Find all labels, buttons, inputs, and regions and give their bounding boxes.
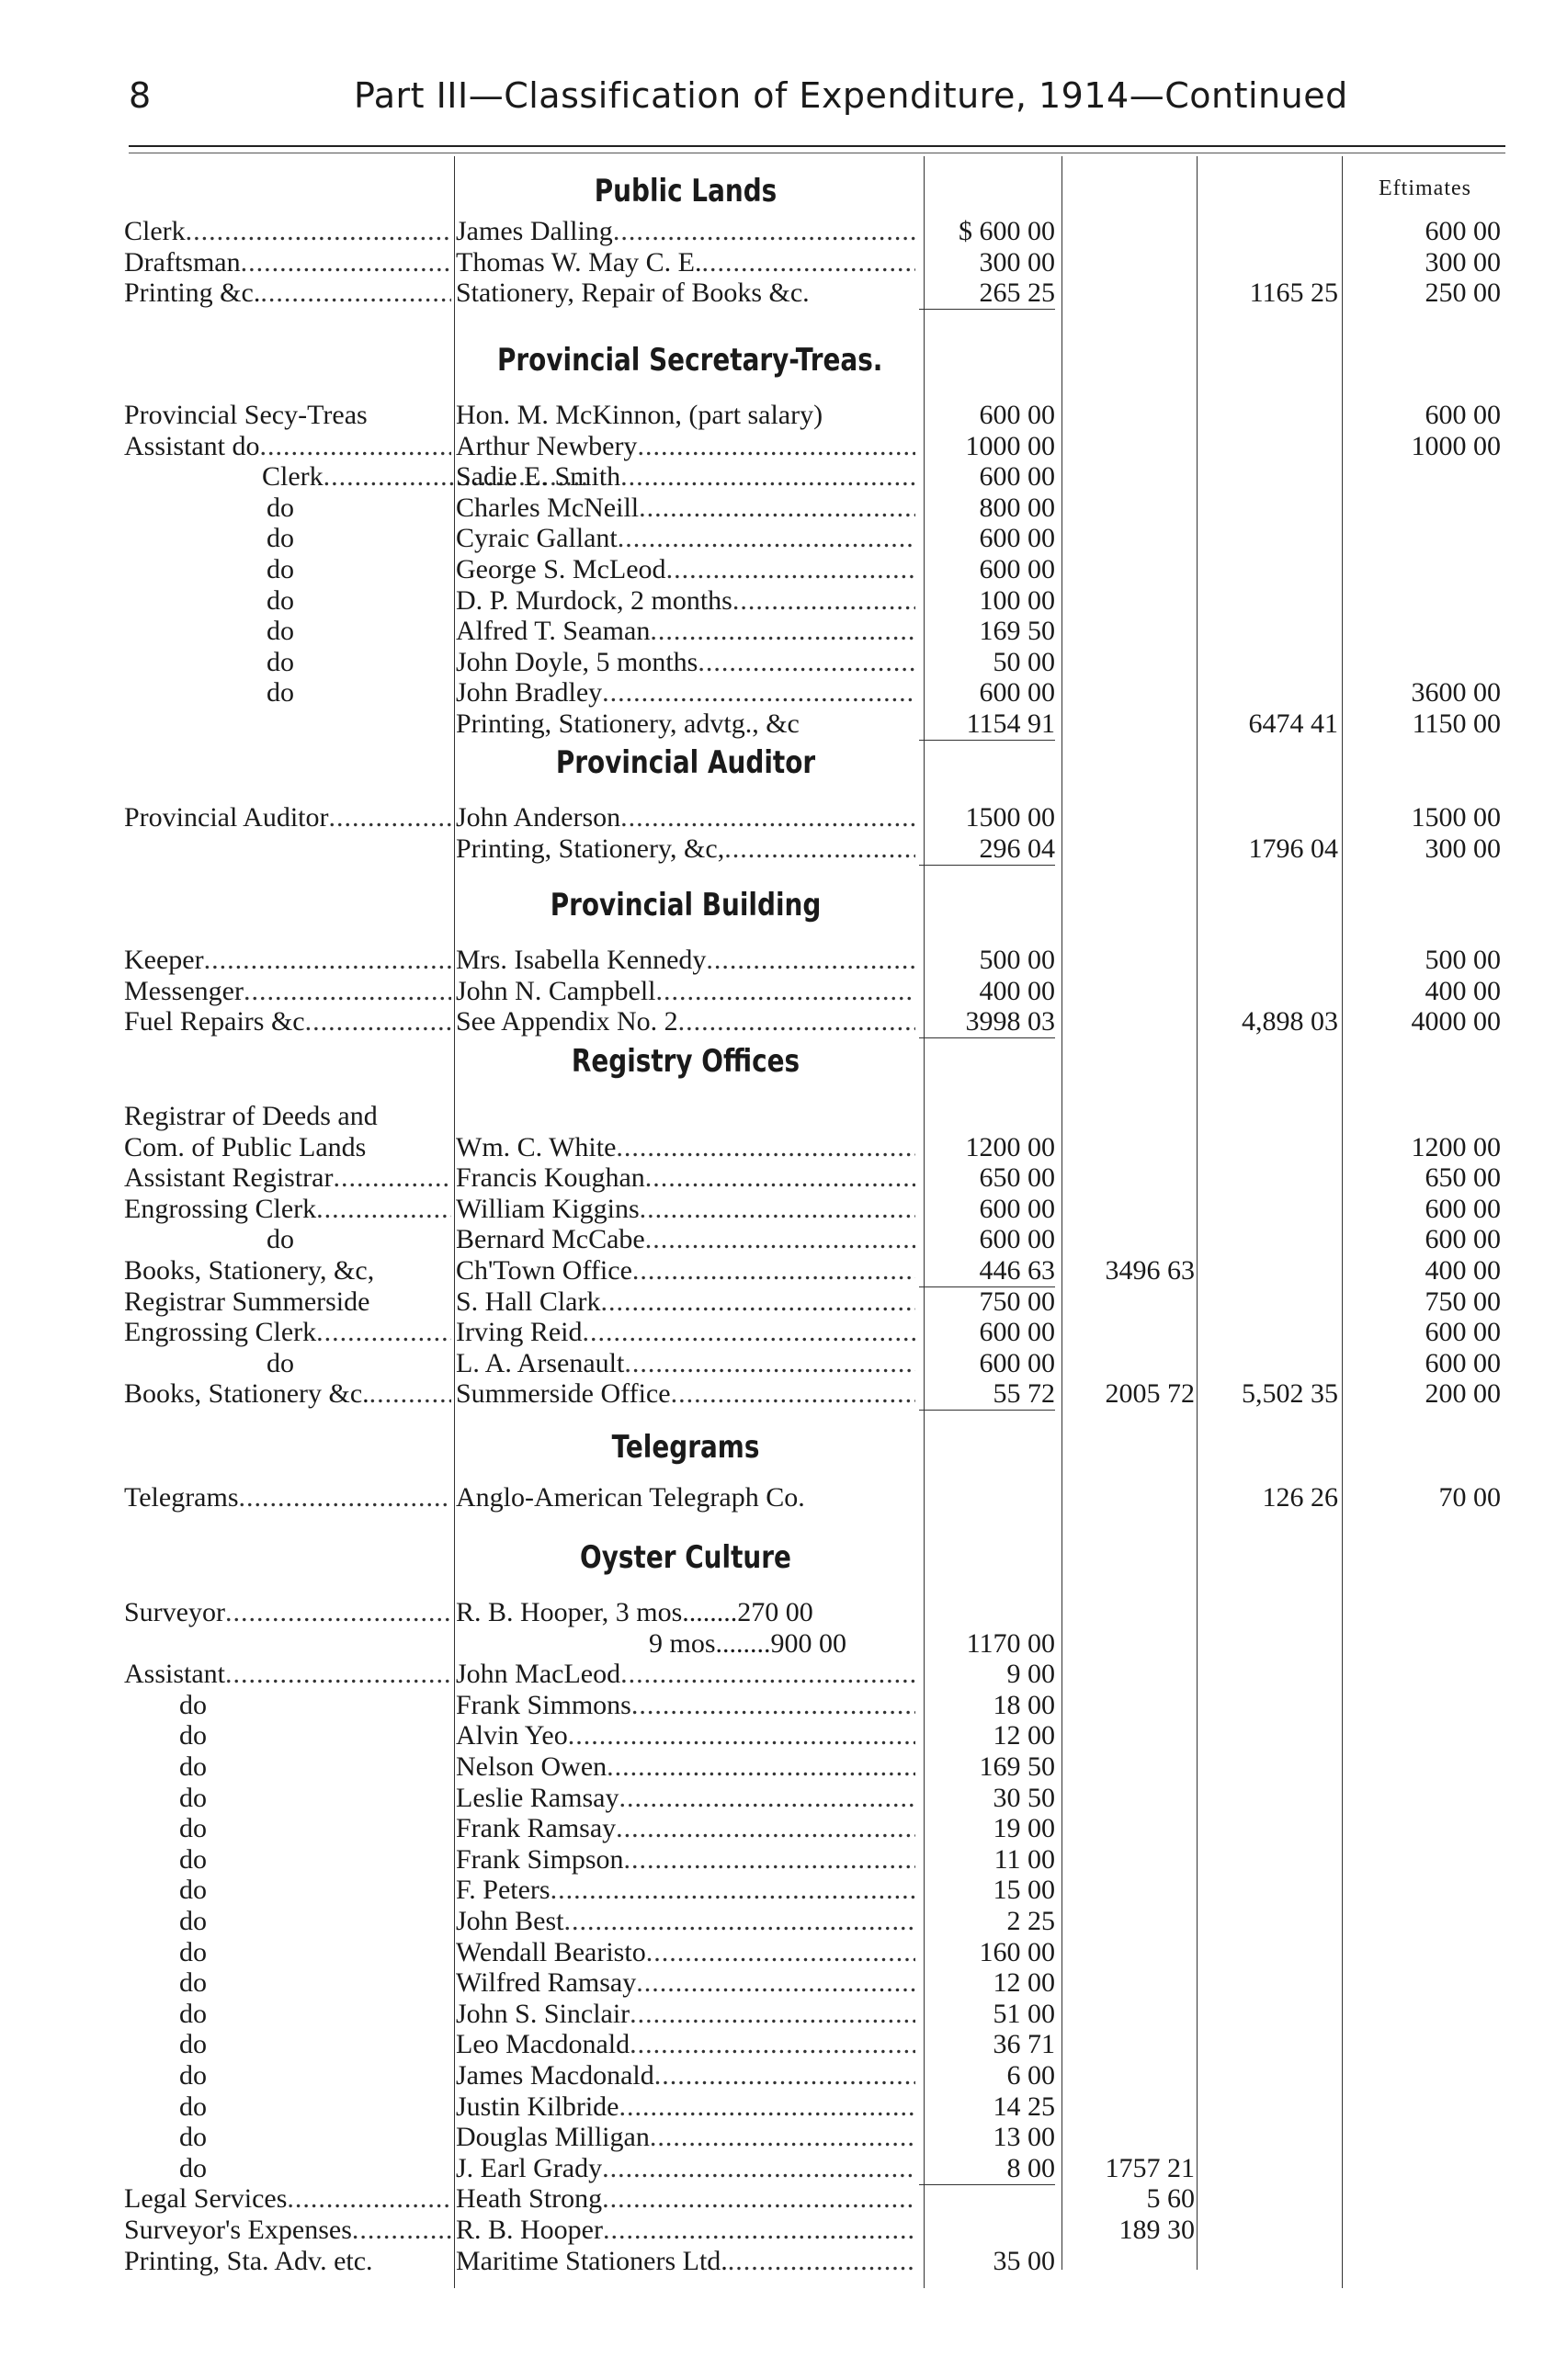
section-title: Provincial Auditor [555, 744, 816, 781]
payee-cell: Irving Reid ..... [456, 1317, 915, 1348]
amount-a1: 265 25 [919, 278, 1055, 310]
payee-cell: See Appendix No. 2 ..... [456, 1006, 915, 1037]
payee-cell: Alfred T. Seaman ..... [456, 616, 915, 647]
payee-cell: Alvin Yeo ..... [456, 1720, 915, 1751]
payee-cell: Douglas Milligan ..... [456, 2122, 915, 2153]
table-row [0, 523, 1544, 554]
table-row [0, 2183, 1544, 2215]
section-title: Registry Offices [571, 1043, 800, 1080]
amount-a4: 300 00 [1425, 246, 1501, 278]
position-cell: do [179, 1813, 207, 1844]
amount-a1: 300 00 [979, 246, 1055, 278]
position-cell: Clerk ..... [124, 216, 451, 247]
position-cell: Messenger ..... [124, 976, 451, 1007]
payee-cell: J. Earl Grady ..... [456, 2153, 915, 2184]
payee-cell: Heath Strong ..... [456, 2183, 915, 2215]
payee-cell: John Bradley ..... [456, 677, 915, 708]
amount-a1: 15 00 [993, 1875, 1055, 1906]
payee-cell: Ch'Town Office ..... [456, 1255, 915, 1286]
table-row [0, 1937, 1544, 1968]
payee-cell: R. B. Hooper ..... [456, 2215, 915, 2246]
table-row [0, 1751, 1544, 1783]
position-cell: do [179, 2029, 207, 2060]
table-row [0, 1967, 1544, 1999]
amount-a1: 51 00 [993, 1998, 1055, 2029]
payee-cell: Thomas W. May C. E. ..... [456, 247, 915, 278]
position-cell: do [267, 523, 294, 554]
position-cell: Engrossing Clerk ..... [124, 1194, 451, 1225]
table-row [0, 1317, 1544, 1348]
amount-a3: 1796 04 [1248, 833, 1338, 864]
table-row [0, 1286, 1544, 1318]
estimates-column-header: Eftimates [1379, 176, 1471, 200]
payee-cell: R. B. Hooper, 3 mos........270 00 [456, 1597, 813, 1627]
table-row [0, 1844, 1544, 1876]
table-row [0, 1224, 1544, 1255]
payee-cell: James Macdonald ..... [456, 2060, 915, 2091]
position-cell: Printing &c. ..... [124, 278, 451, 309]
payee-cell: Justin Kilbride ..... [456, 2091, 915, 2123]
amount-a3: 4,898 03 [1242, 1006, 1338, 1037]
amount-a3: 126 26 [1262, 1482, 1338, 1513]
table-row [0, 1659, 1544, 1690]
amount-a4: 1200 00 [1411, 1131, 1501, 1162]
position-cell: Com. of Public Lands [124, 1131, 367, 1162]
payee-cell: Frank Simpson ..... [456, 1844, 915, 1876]
amount-a4: 400 00 [1425, 1255, 1501, 1286]
amount-a2: 2005 72 [1105, 1378, 1195, 1410]
amount-a1: 13 00 [993, 2122, 1055, 2153]
table-row [0, 2215, 1544, 2246]
position-cell: do [179, 1998, 207, 2029]
payee-cell: Frank Ramsay ..... [456, 1813, 915, 1844]
payee-cell: John Doyle, 5 months ..... [456, 647, 915, 678]
table-row [0, 493, 1544, 524]
table-row [0, 1999, 1544, 2030]
payee-cell: Printing, Stationery, advtg., &c [456, 708, 800, 739]
table-row [0, 1597, 1544, 1628]
payee-cell: John Best ..... [456, 1906, 915, 1937]
position-cell: Printing, Sta. Adv. etc. [124, 2245, 373, 2276]
amount-a1: 600 00 [979, 677, 1055, 708]
payee-cell: Wilfred Ramsay ..... [456, 1967, 915, 1999]
amount-a4: 250 00 [1425, 278, 1501, 309]
amount-a3: 5,502 35 [1242, 1378, 1338, 1410]
amount-a4: 600 00 [1425, 1317, 1501, 1348]
amount-a4: 1000 00 [1411, 430, 1501, 461]
amount-a1: 14 25 [993, 2091, 1055, 2122]
payee-cell: Printing, Stationery, &c, ..... [456, 833, 915, 865]
payee-cell: L. A. Arsenault ..... [456, 1348, 915, 1379]
position-cell: do [179, 1967, 207, 1999]
amount-a1: 500 00 [979, 945, 1055, 975]
amount-a1: 8 00 [919, 2153, 1055, 2185]
amount-a3: 1165 25 [1249, 278, 1338, 309]
payee-cell: Maritime Stationers Ltd. ..... [456, 2246, 915, 2277]
payee-cell: S. Hall Clark ..... [456, 1286, 915, 1318]
position-cell: do [267, 554, 294, 584]
amount-a1: 800 00 [979, 492, 1055, 523]
amount-a1: 160 00 [979, 1936, 1055, 1967]
payee-cell: Wendall Bearisto ..... [456, 1937, 915, 1968]
header-rule [129, 145, 1505, 147]
amount-a4: 600 00 [1425, 216, 1501, 246]
table-row [0, 616, 1544, 647]
amount-a1: 600 00 [979, 554, 1055, 584]
amount-a4: 500 00 [1425, 945, 1501, 975]
table-row [0, 1378, 1544, 1410]
table-row [0, 278, 1544, 309]
amount-a1: 36 71 [993, 2029, 1055, 2060]
amount-a1: 169 50 [979, 616, 1055, 647]
amount-a1: 600 00 [979, 523, 1055, 554]
position-cell: do [267, 1224, 294, 1255]
table-row [0, 1720, 1544, 1751]
position-cell: do [179, 1843, 207, 1875]
position-cell: Clerk ..... [124, 461, 589, 493]
amount-a4: 300 00 [1425, 833, 1501, 864]
position-cell: Provincial Secy-Treas [124, 400, 368, 430]
amount-a1: 600 00 [979, 1193, 1055, 1224]
payee-cell: Charles McNeill ..... [456, 493, 915, 524]
amount-a1: 600 00 [979, 400, 1055, 430]
table-row [0, 1194, 1544, 1225]
table-row [0, 1813, 1544, 1844]
amount-a4: 650 00 [1425, 1162, 1501, 1194]
position-cell: Telegrams ..... [124, 1482, 451, 1513]
section-title: Oyster Culture [580, 1539, 791, 1576]
amount-a1: 55 72 [919, 1378, 1055, 1411]
table-row [0, 1875, 1544, 1906]
amount-a4: 3600 00 [1411, 677, 1501, 708]
table-row [0, 1348, 1544, 1379]
position-cell: do [179, 2122, 207, 2153]
payee-cell: William Kiggins ..... [456, 1194, 915, 1225]
table-row [0, 647, 1544, 678]
table-row [0, 1101, 1544, 1132]
payee-cell: James Dalling ..... [456, 216, 915, 247]
section-title: Telegrams [611, 1429, 760, 1466]
position-cell: do [179, 1782, 207, 1813]
payee-cell: George S. McLeod ..... [456, 554, 915, 585]
amount-a4: 400 00 [1425, 975, 1501, 1006]
payee-cell: John S. Sinclair ..... [456, 1999, 915, 2030]
amount-a4: 200 00 [1425, 1378, 1501, 1410]
table-row [0, 833, 1544, 865]
payee-cell: Anglo-American Telegraph Co. [456, 1482, 805, 1513]
amount-a1: 750 00 [979, 1286, 1055, 1317]
amount-a1: 169 50 [979, 1751, 1055, 1782]
table-row [0, 1482, 1544, 1513]
position-cell: do [179, 1689, 207, 1720]
amount-a4: 4000 00 [1411, 1006, 1501, 1037]
amount-a1: 12 00 [993, 1967, 1055, 1999]
position-cell: Surveyor ..... [124, 1597, 451, 1628]
position-cell: Surveyor's Expenses ..... [124, 2215, 451, 2246]
payee-cell: Frank Simmons ..... [456, 1690, 915, 1721]
amount-a1: 2 25 [1006, 1906, 1055, 1936]
payee-cell: John MacLeod ..... [456, 1659, 915, 1690]
position-cell: Provincial Auditor ..... [124, 802, 451, 833]
position-cell: do [267, 616, 294, 647]
amount-a1: 1000 00 [965, 430, 1055, 461]
table-row [0, 2122, 1544, 2153]
table-row [0, 2091, 1544, 2123]
table-row [0, 554, 1544, 585]
amount-a1: 600 00 [979, 1347, 1055, 1378]
amount-a1: 11 00 [993, 1843, 1055, 1875]
amount-a1: 18 00 [993, 1689, 1055, 1720]
amount-a4: 1500 00 [1411, 802, 1501, 833]
amount-a4: 600 00 [1425, 1347, 1501, 1378]
amount-a1: 1154 91 [919, 708, 1055, 741]
payee-cell: Nelson Owen ..... [456, 1751, 915, 1783]
table-row [0, 1906, 1544, 1937]
position-cell: do [267, 677, 294, 708]
amount-a1: 3998 03 [919, 1006, 1055, 1038]
amount-a1: 650 00 [979, 1162, 1055, 1194]
table-row [0, 677, 1544, 708]
table-row [0, 802, 1544, 833]
amount-a1: 12 00 [993, 1720, 1055, 1751]
table-row [0, 2060, 1544, 2091]
payee-cell: Wm. C. White ..... [456, 1132, 915, 1163]
amount-a1: 1500 00 [965, 802, 1055, 833]
amount-a1: 35 00 [993, 2245, 1055, 2276]
amount-a4: 1150 00 [1412, 708, 1501, 739]
table-row [0, 400, 1544, 431]
payee-cell: Stationery, Repair of Books &c. [456, 278, 810, 309]
payee-cell: F. Peters ..... [456, 1875, 915, 1906]
amount-a2: 189 30 [1118, 2215, 1195, 2245]
table-row [0, 708, 1544, 740]
payee-cell: Bernard McCabe ..... [456, 1224, 915, 1255]
position-cell: do [179, 2152, 207, 2183]
amount-a1: 296 04 [919, 833, 1055, 866]
table-row [0, 1132, 1544, 1163]
amount-a1: 600 00 [979, 1224, 1055, 1255]
position-cell: Engrossing Clerk ..... [124, 1317, 451, 1348]
payee-cell: John N. Campbell ..... [456, 976, 915, 1007]
payee-cell: 9 mos........900 00 [649, 1627, 847, 1659]
position-cell: do [179, 1751, 207, 1782]
table-row [0, 976, 1544, 1007]
table-row [0, 1783, 1544, 1814]
table-row [0, 945, 1544, 976]
payee-cell: Leslie Ramsay ..... [456, 1783, 915, 1814]
amount-a1: 9 00 [1006, 1659, 1055, 1690]
section-title: Provincial Secretary-Treas. [497, 342, 883, 379]
amount-a1: 400 00 [979, 975, 1055, 1006]
amount-a2: 5 60 [1146, 2183, 1195, 2215]
section-title: Public Lands [594, 173, 778, 210]
position-cell: do [179, 1720, 207, 1751]
amount-a1: 1170 00 [966, 1627, 1055, 1659]
table-row [0, 2029, 1544, 2060]
position-cell: Registrar of Deeds and [124, 1101, 378, 1131]
position-cell: do [179, 2091, 207, 2122]
position-cell: do [267, 646, 294, 677]
table-row [0, 1006, 1544, 1037]
amount-a1: $ 600 00 [959, 216, 1055, 246]
amount-a2: 1757 21 [1105, 2152, 1195, 2183]
position-cell: Assistant do ..... [124, 431, 451, 462]
table-row [0, 461, 1544, 493]
payee-cell: Leo Macdonald ..... [456, 2029, 915, 2060]
table-row [0, 2246, 1544, 2277]
table-row [0, 2153, 1544, 2184]
amount-a4: 600 00 [1425, 400, 1501, 430]
position-cell: do [267, 1347, 294, 1378]
amount-a1: 50 00 [993, 646, 1055, 677]
amount-a4: 750 00 [1425, 1286, 1501, 1317]
page-title: Part III—Classification of Expenditure, 1914—Continued [354, 75, 1348, 116]
payee-cell: Arthur Newbery ..... [456, 431, 915, 462]
position-cell: Legal Services ..... [124, 2183, 451, 2215]
amount-a4: 600 00 [1425, 1224, 1501, 1255]
page-number: 8 [129, 75, 152, 116]
position-cell: Books, Stationery, &c, [124, 1255, 375, 1286]
position-cell: Keeper ..... [124, 945, 451, 976]
amount-a1: 6 00 [1006, 2060, 1055, 2091]
table-row [0, 1628, 1544, 1660]
amount-a1: 600 00 [979, 461, 1055, 493]
amount-a1: 1200 00 [965, 1131, 1055, 1162]
position-cell: do [179, 1875, 207, 1906]
table-row [0, 1690, 1544, 1721]
payee-cell: D. P. Murdock, 2 months ..... [456, 585, 915, 617]
amount-a4: 70 00 [1438, 1482, 1501, 1513]
payee-cell: Francis Koughan ..... [456, 1162, 915, 1194]
position-cell: do [267, 492, 294, 523]
position-cell: Assistant Registrar ..... [124, 1162, 451, 1194]
amount-a1: 600 00 [979, 1317, 1055, 1348]
payee-cell: Hon. M. McKinnon, (part salary) [456, 400, 823, 430]
amount-a1: 30 50 [993, 1782, 1055, 1813]
table-row [0, 1162, 1544, 1194]
table-row [0, 216, 1544, 247]
payee-cell: Summerside Office ..... [456, 1378, 915, 1410]
payee-cell: John Anderson ..... [456, 802, 915, 833]
payee-cell: Sadie E. Smith ..... [456, 461, 915, 493]
table-row [0, 1255, 1544, 1286]
amount-a2: 3496 63 [1105, 1255, 1195, 1286]
position-cell: Registrar Summerside [124, 1286, 370, 1317]
amount-a1: 100 00 [979, 584, 1055, 616]
position-cell: do [179, 1936, 207, 1967]
position-cell: Fuel Repairs &c ..... [124, 1006, 451, 1037]
position-cell: do [179, 2060, 207, 2091]
amount-a1: 19 00 [993, 1813, 1055, 1844]
position-cell: Draftsman ..... [124, 247, 451, 278]
amount-a1: 446 63 [919, 1255, 1055, 1287]
position-cell: Assistant ..... [124, 1659, 451, 1690]
payee-cell: Mrs. Isabella Kennedy ..... [456, 945, 915, 976]
position-cell: Books, Stationery &c. ..... [124, 1378, 451, 1410]
position-cell: do [267, 584, 294, 616]
table-row [0, 431, 1544, 462]
payee-cell: Cyraic Gallant ..... [456, 523, 915, 554]
amount-a4: 600 00 [1425, 1193, 1501, 1224]
amount-a3: 6474 41 [1248, 708, 1338, 739]
section-title: Provincial Building [550, 887, 822, 924]
table-row [0, 247, 1544, 278]
table-row [0, 585, 1544, 617]
position-cell: do [179, 1906, 207, 1936]
